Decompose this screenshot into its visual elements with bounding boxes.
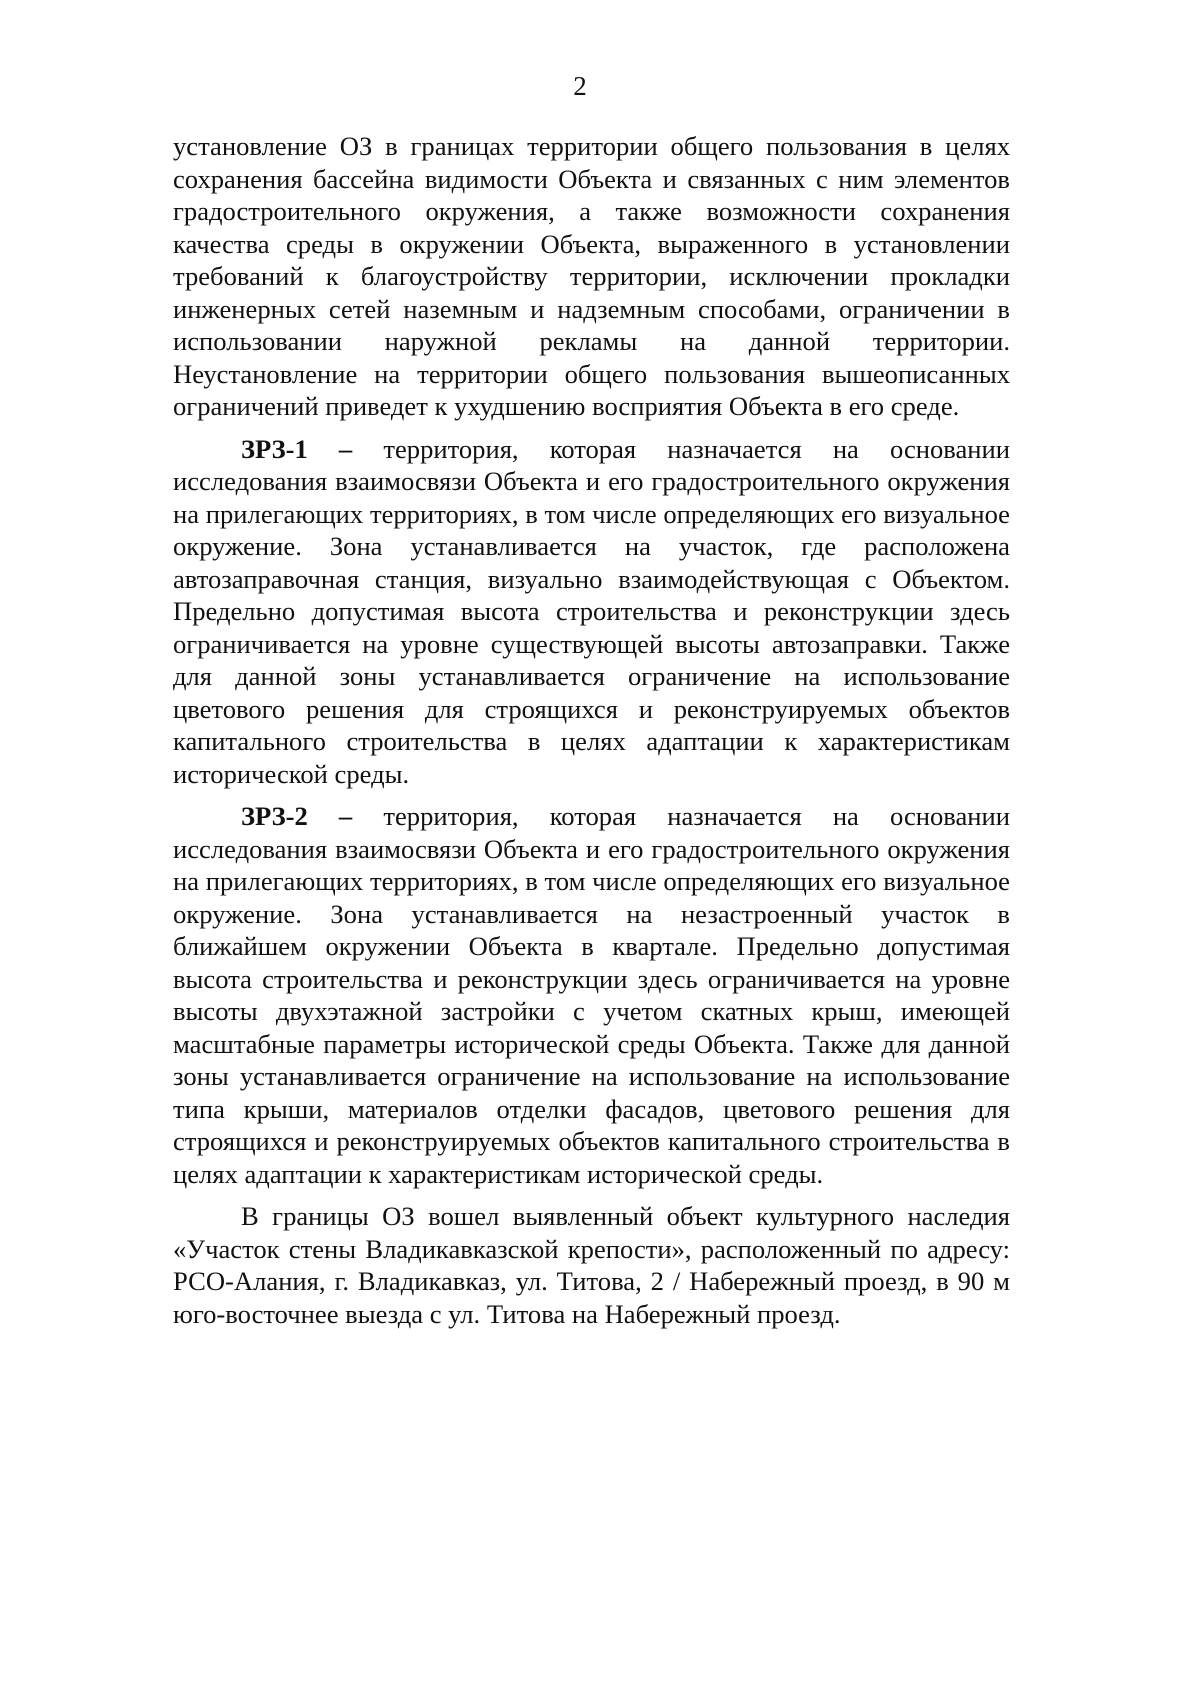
zone-text-zrz2: территория, которая назначается на основании исследования взаимосвязи Объекта и его градостроительного окружения на прилегающих территориях, в том числе определяющих его визуальное окружение. Зона устанавливается на незастроенный участок в ближайшем окружении Объекта в квартале. Предельно допустимая высота строительства и реконструкции здесь ограничивается на уровне высоты двухэтажной застройки с учетом скатных крыш, имеющей масштабные параметры исторической среды Объекта. Также для данной зоны устанавливается ограничение на использование на использование типа крыши, материалов отделки фасадов, цветового решения для строящихся и реконструируемых объектов капитального строительства в целях адаптации к характеристикам исторической среды. (173, 801, 1010, 1189)
zone-text-zrz1: территория, которая назначается на основании исследования взаимосвязи Объекта и его градостроительного окружения на прилегающих территориях, в том числе определяющих его визуальное окружение. Зона устанавливается на участок, где расположена автозаправочная станция, визуально взаимодействующая с Объектом. Предельно допустимая высота строительства и реконструкции здесь ограничивается на уровне существующей высоты автозаправки. Также для данной зоны устанавливается ограничение на использование цветового решения для строящихся и реконструируемых объектов капитального строительства в целях адаптации к характеристикам исторической среды. (173, 433, 1010, 789)
paragraph-heritage: В границы ОЗ вошел выявленный объект культурного наследия «Участок стены Владикавказской крепости», расположенный по адресу: РСО-Алания, г. Владикавказ, ул. Титова, 2 / Набережный проезд, в 90 м юго-восточнее выезда с ул. Титова на Набережный проезд. (173, 1201, 1010, 1329)
paragraph-oz: установление ОЗ в границах территории общего пользования в целях сохранения бассейна видимости Объекта и связанных с ним элементов градостроительного окружения, а также возможности сохранения качества среды в окружении Объекта, выраженного в установлении требований к благоустройству территории, исключении прокладки инженерных сетей наземным и надземным способами, ограничении в использовании наружной рекламы на данной территории. Неустановление на территории общего пользования вышеописанных ограничений приведет к ухудшению восприятия Объекта в его среде. (173, 131, 1010, 421)
paragraph-zrz2 (173, 800, 1010, 1190)
document-body (173, 130, 1010, 1340)
zone-label-zrz1: ЗРЗ-1 – (241, 433, 353, 464)
paragraph-zrz1 (173, 433, 1010, 791)
page-number: 2 (573, 71, 587, 101)
zone-label-zrz2: ЗРЗ-2 – (241, 801, 353, 831)
